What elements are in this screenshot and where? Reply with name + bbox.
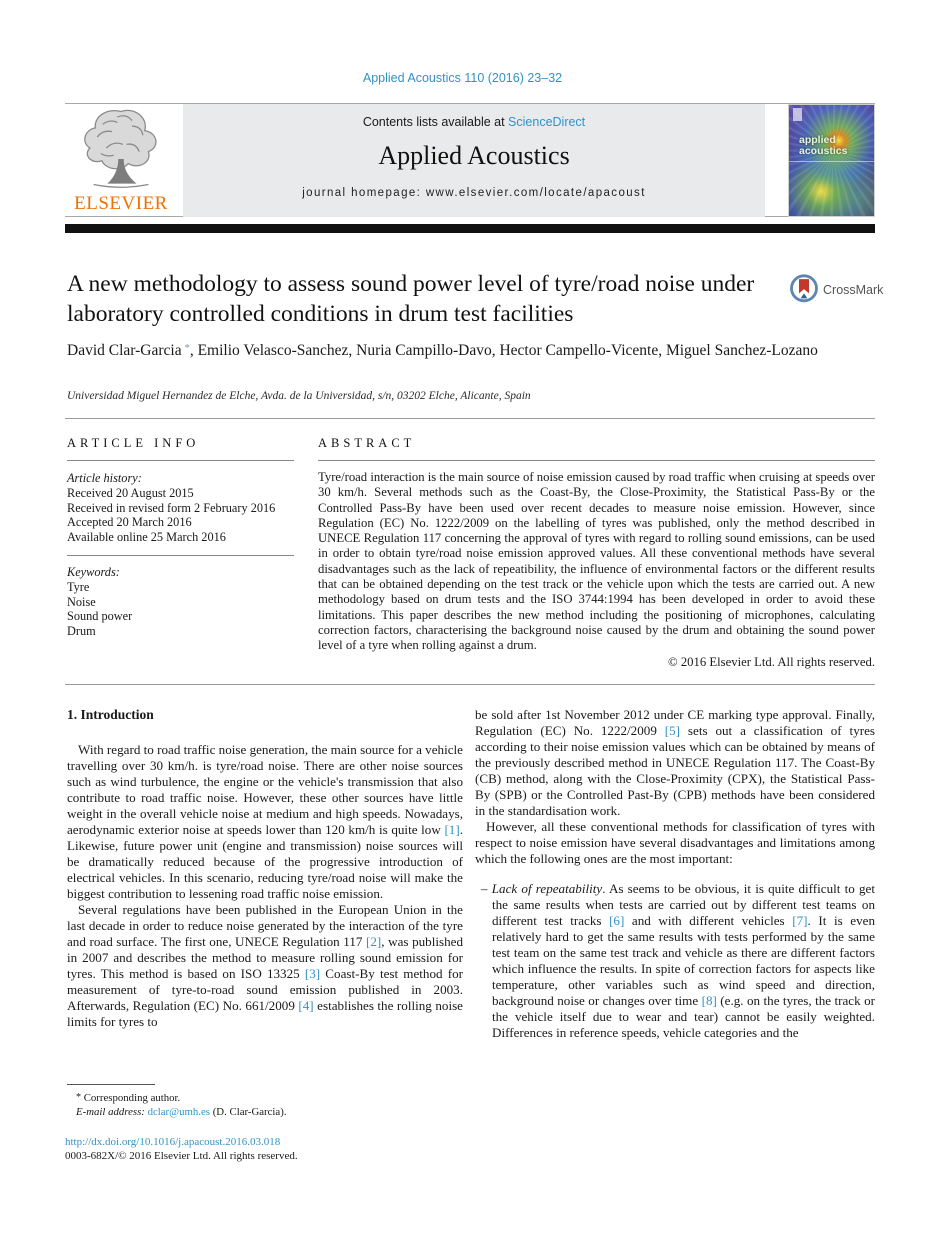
history-item-received: Received 20 August 2015	[67, 485, 194, 500]
crossmark-label: CrossMark	[823, 283, 884, 297]
text-segment: With regard to road traffic noise generation, the main source for a vehicle travelling over 30 km/h. is tyre/road noise. There are other noise sources such as wind turbulence, the engine or the vehicle's transmission that also contribute to road traffic noise. However, these other sources have little weight in the overall vehicle noise at medium and high speeds. Nowadays, aerodynamic exterior noise at speeds lower than 120 km/h is quite low	[67, 742, 463, 837]
history-item-revised: Received in revised form 2 February 2016	[67, 500, 276, 515]
corresponding-author-line	[67, 1091, 463, 1106]
intro-paragraph	[475, 707, 875, 819]
intro-paragraph	[67, 742, 463, 902]
section-heading-introduction: 1. Introduction	[67, 707, 154, 722]
info-abstract-section	[67, 436, 875, 670]
text-segment: However, all these conventional methods for classification of tyres with respect to noise emission have several disadvantages and limitations among which the following ones are the most important:	[475, 819, 875, 866]
issn-copyright-line: 0003-682X/© 2016 Elsevier Ltd. All rights reserved.	[65, 1149, 298, 1162]
email-label: E-mail address:	[76, 1105, 148, 1118]
text-segment: Several regulations have been published in the European Union in the last decade in order to reduce noise generated by the interaction of the tyre and road surface. The first one, UNECE Regulation 117	[67, 902, 463, 949]
history-item-online: Available online 25 March 2016	[67, 530, 226, 545]
text-segment: , Emilio Velasco-Sanchez, Nuria Campillo-Davo, Hector Campello-Vicente, Miguel Sanchez-Lozano	[189, 342, 818, 359]
elsevier-wordmark: ELSEVIER	[74, 193, 168, 214]
keyword-item: Tyre	[67, 579, 90, 594]
keyword-item: Drum	[67, 624, 96, 639]
elsevier-logo	[65, 106, 177, 216]
citation-ref[interactable]: [6]	[609, 913, 625, 928]
citation-ref[interactable]: [1]	[444, 822, 460, 837]
text-segment: . Likewise, future power unit (engine and transmission) noise sources will be dramatically reduced because of the progressive introduction of electrical vehicles. In this scenario, reducing tyre/road noise will make the biggest contribution to lessening road traffic noise emission.	[67, 822, 463, 901]
corresponding-author-text: Corresponding author.	[81, 1092, 181, 1104]
citation-ref[interactable]: [8]	[701, 993, 717, 1008]
abstract-rule	[318, 460, 875, 461]
text-segment: Lack of repeatability	[491, 881, 603, 896]
text-segment: establishes the rolling noise limits for tyres to	[67, 998, 463, 1029]
sciencedirect-link[interactable]: ScienceDirect	[508, 115, 586, 129]
page-title: A new methodology to assess sound power level of tyre/road noise under laboratory controlled conditions in drum test facilities	[67, 271, 755, 327]
doi-link[interactable]: http://dx.doi.org/10.1016/j.apacoust.2016.03.018	[65, 1136, 281, 1148]
text-segment: –	[481, 881, 492, 896]
keywords-label: Keywords:	[67, 564, 120, 579]
body-left-column	[67, 707, 463, 1041]
citation-ref[interactable]: [5]	[664, 723, 681, 738]
list-item-lack-of-repeatability	[481, 881, 875, 1041]
text-segment: . It is even relatively hard to get the same results with tests performed by the same test team on the same test track and vehicle as there are different factors which influence the results. In spite of correction factors for aspects like temperature, other variables such as wind speed and direction, background noise or changes over time	[492, 913, 875, 1008]
abstract-heading: ABSTRACT	[318, 436, 416, 450]
text-segment: , was published in 2007 and describes the method to measure rolling sound emission for tyres. This method is based on ISO 13325	[67, 934, 463, 981]
citation-ref[interactable]: [4]	[298, 998, 314, 1013]
keyword-item: Sound power	[67, 609, 133, 624]
text-segment: sets out a classification of tyres according to their noise emission values which can be obtained by means of the previously described method in UNECE Regulation 117. The Coast-By (CB) method, along with the Close-Proximity (CPX), the Statistical Pass-By (SPB) or the Controlled Past-By (CPB) methods have been considered in the standardisation work.	[475, 723, 876, 818]
elsevier-tree-icon	[75, 106, 167, 190]
citation-ref[interactable]: [2]	[366, 934, 382, 949]
author-list	[67, 339, 827, 361]
contents-lists-line	[183, 115, 765, 129]
text-segment: . As seems to be obvious, it is quite difficult to get the same results when tests are carried out by different test teams on different test tracks	[492, 881, 876, 928]
article-info-heading: ARTICLE INFO	[67, 436, 200, 450]
limitations-list	[475, 881, 875, 1041]
body-right-column	[475, 707, 875, 1041]
divider-rule-top	[65, 418, 875, 419]
intro-paragraph	[67, 902, 463, 1030]
text-segment: (e.g. on the tyres, the track or the vehicle itself due to wear and tear) cannot be easily weighted. Differences in reference speeds, vehicle categories and the	[492, 993, 875, 1040]
abstract-copyright: © 2016 Elsevier Ltd. All rights reserved.	[668, 654, 875, 669]
journal-masthead	[65, 103, 875, 217]
text-segment: *	[181, 342, 190, 354]
cover-journal-name: applied acoustics	[799, 134, 848, 157]
footnote-rule	[67, 1084, 155, 1085]
article-info-column	[67, 436, 318, 670]
text-segment: David Clar-Garcia	[67, 342, 182, 359]
abstract-text: Tyre/road interaction is the main source of noise emission caused by road traffic when cruising at speeds over 30 km/h. Several methods such as the Coast-By, the Close-Proximity, the Statistical Pass-By or the Controlled Pass-By have been used over recent decades to measure noise emission. However, since Regulation (EC) No. 1222/2009 on the labelling of tyres was published, only the method described in UNECE Regulation 117 concerning the approval of tyres with regard to rolling sound emissions, can be used in order to obtain tyre/road noise emission approved values. All these conventional methods have several disadvantages such as the lack of repeatibility, the influence of environmental factors or the different results that can be obtained depending on the test track or the vehicle upon which the tests are carried out. A new methodology based on drum tests and the ISO 3744:1994 has been developed in order to avoid these limitations. This paper describes the new method including the positioning of microphones, calculating correction factors, characterising the background noise caused by the drum and obtaining the sound power level of a tyre when rolling against a drum.	[318, 470, 875, 653]
journal-title: Applied Acoustics	[378, 141, 570, 170]
citation-ref[interactable]: [3]	[304, 966, 321, 981]
email-line	[67, 1106, 463, 1120]
info-divider-rule	[67, 555, 294, 556]
text-segment: and with different vehicles	[624, 913, 793, 928]
keyword-item: Noise	[67, 594, 96, 609]
email-link[interactable]: dclar@umh.es	[147, 1105, 210, 1118]
cover-publisher-mark	[793, 108, 802, 121]
contents-prefix: Contents lists available at	[362, 115, 509, 129]
author-affiliation: Universidad Miguel Hernandez de Elche, Avda. de la Universidad, s/n, 03202 Elche, Alicante, Spain	[67, 390, 531, 402]
article-info-rule	[67, 460, 294, 461]
masthead-center-panel	[183, 104, 765, 217]
masthead-divider-bar	[65, 224, 875, 233]
article-body	[67, 707, 875, 1041]
abstract-column	[318, 436, 875, 670]
journal-cover-thumbnail[interactable]	[788, 104, 875, 217]
footer-doi-block	[65, 1136, 298, 1163]
crossmark-icon	[789, 273, 819, 307]
email-suffix: (D. Clar-Garcia).	[210, 1105, 287, 1118]
divider-rule-bottom	[65, 684, 875, 685]
text-segment: be sold after 1st November 2012 under CE marking type approval. Finally, Regulation (EC) No. 1222/2009	[475, 707, 875, 738]
text-segment: Coast-By test method for measurement of tyre-to-road sound emission published in 2003. Afterwards, Regulation (EC) No. 661/2009	[67, 966, 463, 1013]
article-history-label: Article history:	[67, 471, 142, 485]
citation-ref[interactable]: [7]	[792, 913, 808, 928]
history-item-accepted: Accepted 20 March 2016	[67, 515, 192, 530]
crossmark-badge[interactable]	[789, 273, 884, 309]
journal-homepage-link[interactable]: journal homepage: www.elsevier.com/locate/apacoust	[302, 187, 646, 199]
intro-paragraph	[475, 819, 875, 867]
cover-divider	[789, 161, 874, 162]
running-head-citation: Applied Acoustics 110 (2016) 23–32	[362, 71, 563, 85]
footnote-star-mark: *	[76, 1092, 81, 1103]
corresponding-author-footnote	[67, 1084, 463, 1119]
